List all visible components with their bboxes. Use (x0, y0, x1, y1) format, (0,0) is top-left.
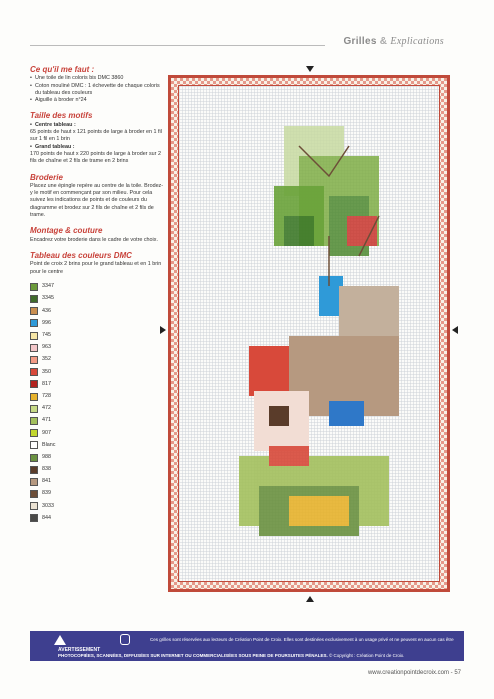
color-swatch (30, 368, 38, 376)
colors-title: Tableau des couleurs DMC (30, 250, 132, 260)
legend-row (30, 464, 165, 476)
legend-row (30, 317, 165, 329)
color-swatch (30, 393, 38, 401)
color-code: 3345 (42, 295, 54, 302)
legend-row (30, 415, 165, 427)
color-swatch (30, 380, 38, 388)
color-code: 907 (42, 429, 51, 436)
bushes-bottom (239, 446, 389, 536)
materials-title: Ce qu'il me faut : (30, 65, 95, 74)
page-header (343, 36, 444, 47)
color-swatch (30, 454, 38, 462)
center-arrow-right-icon (452, 326, 458, 334)
color-swatch (30, 295, 38, 303)
color-code: 471 (42, 417, 51, 424)
mounting-text: Encadrez votre broderie dans le cadre de votre choix. (30, 236, 158, 243)
color-swatch (30, 514, 38, 522)
materials-item: • Coton mouliné DMC : 1 échevette de chaque coloris du tableau des couleurs (30, 83, 165, 98)
instructions-column (30, 66, 165, 525)
tree-left (274, 186, 324, 246)
legend-row (30, 293, 165, 305)
color-legend (30, 281, 165, 525)
legend-row (30, 342, 165, 354)
color-code: 841 (42, 478, 51, 485)
legend-row (30, 512, 165, 524)
color-code: 3033 (42, 502, 54, 509)
center-size-text: 65 points de haut x 121 points de large à broder en 1 fil sur 1 fil en 1 brin (30, 129, 162, 143)
legend-row (30, 476, 165, 488)
color-swatch (30, 344, 38, 352)
color-code: 996 (42, 319, 51, 326)
legend-row (30, 500, 165, 512)
house-blue-top (319, 276, 399, 336)
legend-row (30, 354, 165, 366)
color-code: 472 (42, 405, 51, 412)
color-swatch (30, 283, 38, 291)
color-code: Blanc (42, 441, 56, 448)
center-size-title: • Centre tableau : (30, 122, 165, 129)
color-code: 436 (42, 307, 51, 314)
legend-row (30, 451, 165, 463)
color-code: 817 (42, 380, 51, 387)
warning-footer (30, 631, 464, 661)
header-rule (30, 45, 325, 46)
warning-title: AVERTISSEMENT (58, 647, 101, 653)
legend-row (30, 378, 165, 390)
color-code: 838 (42, 466, 51, 473)
color-code: 988 (42, 453, 51, 460)
site-and-page-number: www.creationpointdecroix.com - 57 (367, 670, 461, 676)
sizes-title: Taille des motifs (30, 111, 93, 121)
color-swatch (30, 332, 38, 340)
color-code: 839 (42, 490, 51, 497)
warning-line-2-bold: PHOTOCOPIÉES, SCANNÉES, DIFFUSÉES SUR INTERNET OU COMMERCIALISÉES SOUS PEINE DE POURSUITES PÉNALES. (58, 653, 328, 658)
color-code: 745 (42, 332, 51, 339)
center-arrow-left-icon (160, 326, 166, 334)
legend-row (30, 488, 165, 500)
color-code: 3347 (42, 283, 54, 290)
color-swatch (30, 429, 38, 437)
legend-row (30, 366, 165, 378)
center-arrow-top-icon (306, 66, 314, 72)
legend-row (30, 439, 165, 451)
legend-row (30, 427, 165, 439)
house-main (249, 336, 399, 451)
color-swatch (30, 307, 38, 315)
color-swatch (30, 502, 38, 510)
color-code: 350 (42, 368, 51, 375)
chart-grid (178, 85, 440, 582)
warning-line-2 (58, 653, 456, 659)
color-swatch (30, 441, 38, 449)
embroidery-title: Broderie (30, 172, 63, 182)
color-code: 352 (42, 356, 51, 363)
legend-row (30, 305, 165, 317)
color-code: 728 (42, 392, 51, 399)
color-swatch (30, 490, 38, 498)
color-swatch (30, 405, 38, 413)
large-size-title: • Grand tableau : (30, 144, 165, 151)
large-size-text: 170 points de haut x 220 points de large à broder sur 2 fils de chaîne et 2 fils de trame en 2 brins (30, 150, 161, 165)
legend-row (30, 391, 165, 403)
chart-motif (179, 86, 445, 587)
cross-stitch-chart (168, 75, 450, 592)
header-word-grilles: Grilles (343, 36, 377, 47)
mounting-title: Montage & couture (30, 226, 103, 236)
header-word-explications: Explications (390, 36, 444, 47)
embroidery-text: Placez une épingle repère au centre de la toile. Brodez-y le motif en commençant par son milieu. Pour cela suivez les indications de points et de couleurs du diagramme et brodez sur 2 fils de chaîne et 2 fils de trame. (30, 182, 164, 219)
color-swatch (30, 478, 38, 486)
materials-item: • Aiguille à broder n°24 (30, 97, 165, 104)
materials-item: • Une toile de lin coloris bis DMC 3860 (30, 75, 165, 82)
color-swatch (30, 417, 38, 425)
legend-row (30, 403, 165, 415)
header-amp: & (379, 36, 388, 47)
warning-line-1: Ces grilles sont réservées aux lecteurs de Création Point de Croix. Elles sont destinées exclusivement à un usage privé et ne peuvent en aucun cas être (150, 637, 454, 642)
color-swatch (30, 466, 38, 474)
color-code: 963 (42, 344, 51, 351)
color-swatch (30, 319, 38, 327)
center-arrow-bottom-icon (306, 596, 314, 602)
warning-icon (54, 635, 66, 645)
warning-line-2-rest: © Copyright : Création Point de Croix. (327, 653, 405, 658)
legend-row (30, 330, 165, 342)
legend-row (30, 281, 165, 293)
color-swatch (30, 356, 38, 364)
color-code: 844 (42, 514, 51, 521)
colors-text: Point de croix 2 brins pour le grand tableau et en 1 brin pour le centre (30, 261, 162, 275)
hand-icon (120, 634, 130, 645)
